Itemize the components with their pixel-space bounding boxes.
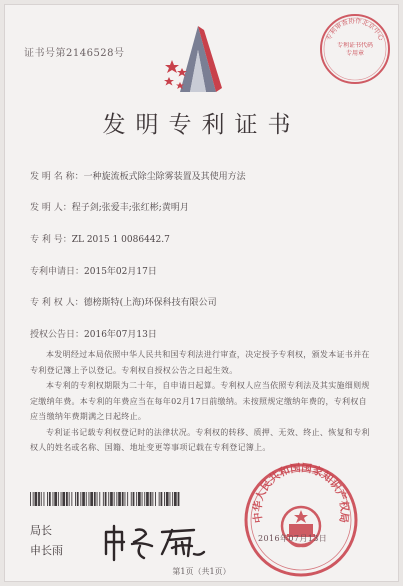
field-value: 2016年07月13日 — [84, 330, 157, 340]
certificate-number: 证书号第2146528号 — [24, 48, 125, 59]
field-inventors — [30, 200, 189, 213]
seal-date: 2016年07月13日 — [258, 534, 328, 543]
field-invention-name — [30, 169, 246, 182]
field-label: 专 利 号： — [30, 235, 72, 245]
signer-name: 申长雨 — [30, 544, 63, 557]
svg-text:专利审查协作北京中心 — [324, 16, 387, 42]
field-value: ZL 2015 1 0086442.7 — [71, 235, 170, 245]
star-icon — [165, 60, 179, 73]
field-label: 发 明 人： — [30, 203, 72, 213]
field-patentee — [30, 295, 217, 308]
field-value: 2015年02月17日 — [84, 267, 157, 277]
field-label: 授权公告日： — [30, 330, 85, 340]
body-paragraph: 本专利的专利权期限为二十年，自申请日起算。专利权人应当依照专利法及其实施细则规定缴纳年费。本专利的年费应当在每年02月17日前缴纳。未按照规定缴纳年费的，专利权自应当缴纳年费期满之日起终止。 — [30, 381, 370, 421]
handwritten-signature — [96, 520, 216, 562]
body-paragraph: 本发明经过本局依照中华人民共和国专利法进行审查，决定授予专利权，颁发本证书并在专利登记簿上予以登记。专利权自授权公告之日起生效。 — [30, 350, 370, 375]
ip-office-emblem-icon — [158, 22, 238, 102]
top-seal-center-text: 专利证书代码专用章 — [336, 42, 373, 57]
certificate-body — [30, 347, 370, 456]
field-value: 一种旋流板式除尘除雾装置及其使用方法 — [83, 172, 246, 182]
top-seal-text: 专利审查协作北京中心 — [324, 16, 386, 42]
barcode — [30, 492, 180, 506]
page-footer: 第1页（共1页） — [172, 567, 231, 576]
field-grant-date — [30, 327, 157, 340]
red-seal-text: 中华人民共和国国家知识产权局 — [251, 462, 351, 524]
star-icon — [164, 77, 174, 86]
signer-title: 局长 — [30, 524, 52, 537]
examination-center-seal — [318, 12, 392, 86]
field-patent-number — [30, 232, 170, 245]
field-label: 专利申请日： — [30, 267, 85, 277]
field-application-date — [30, 264, 157, 277]
field-label: 发 明 名 称： — [30, 172, 84, 182]
field-value: 程子剑;张爱丰;张红彬;黄明月 — [71, 203, 189, 213]
field-value: 德榜斯特(上海)环保科技有限公司 — [83, 298, 217, 308]
document-title: 发明专利证书 — [102, 112, 301, 138]
field-label: 专 利 权 人： — [30, 298, 84, 308]
body-paragraph: 专利证书记载专利权登记时的法律状况。专利权的转移、质押、无效、终止、恢复和专利权人的姓名或名称、国籍、地址变更等事项记载在专利登记簿上。 — [30, 427, 370, 452]
official-red-seal — [243, 462, 359, 578]
